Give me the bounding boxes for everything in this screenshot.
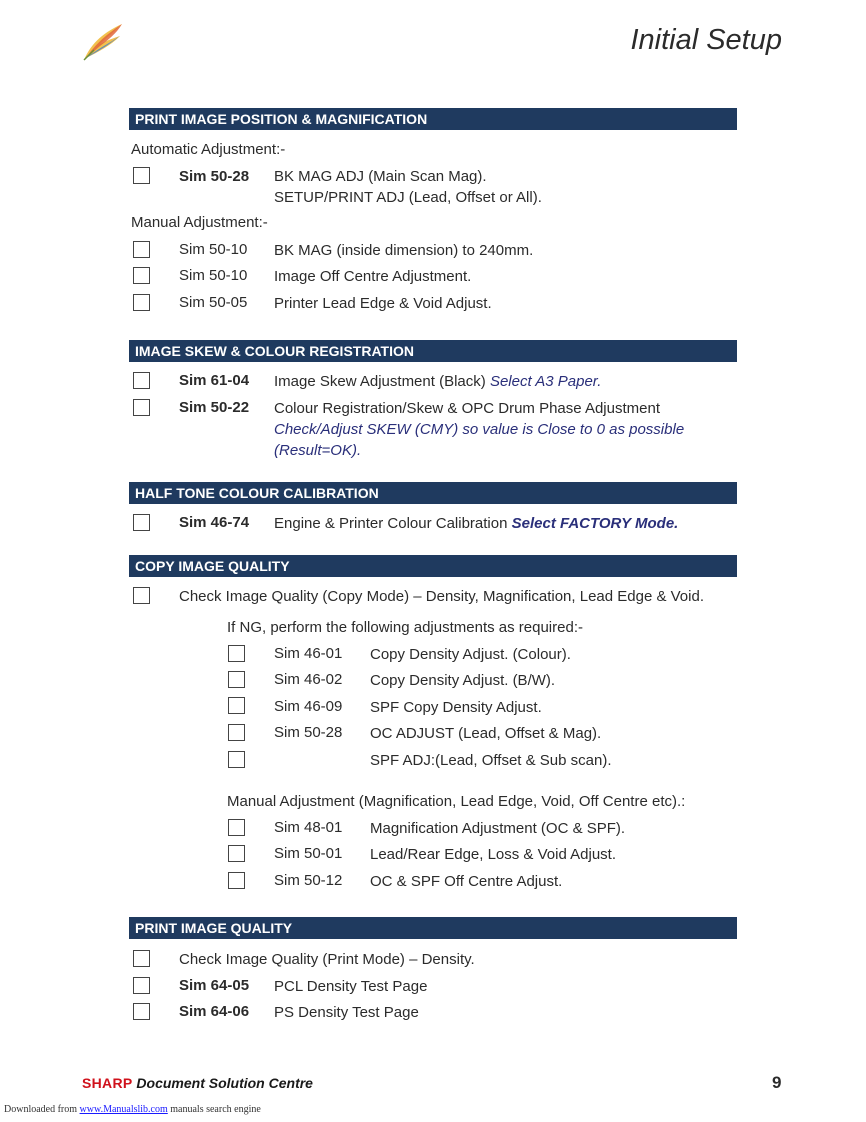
sim-note: Check/Adjust SKEW (CMY) so value is Close to 0 as possible [274, 421, 685, 438]
page-number: 9 [772, 1073, 782, 1092]
sim-description: Printer Lead Edge & Void Adjust. [274, 295, 492, 312]
sim-description: Colour Registration/Skew & OPC Drum Phase Adjustment [274, 400, 660, 417]
sim-description: OC ADJUST (Lead, Offset & Mag). [370, 725, 602, 742]
download-notice: Downloaded from www.Manualslib.com manuals search engine [4, 1104, 261, 1115]
checkbox-spf-adj[interactable] [228, 751, 245, 768]
sim-description: PS Density Test Page [274, 1004, 419, 1021]
feather-logo-icon [80, 22, 126, 62]
manualslib-link[interactable]: www.Manualslib.com [79, 1104, 168, 1115]
checkbox-sim-46-09[interactable] [228, 697, 245, 714]
checkbox-print-quality[interactable] [133, 950, 150, 967]
sim-description: PCL Density Test Page [274, 978, 428, 995]
sim-description: Image Skew Adjustment (Black) Select A3 Paper. [274, 373, 602, 390]
sim-code: Sim 50-28 [274, 724, 343, 741]
sim-description: BK MAG ADJ (Main Scan Mag). [274, 168, 487, 185]
sim-code: Sim 46-09 [274, 698, 343, 715]
sim-code: Sim 50-05 [179, 294, 248, 311]
sim-code: Sim 64-05 [179, 977, 250, 994]
checkbox-sim-64-05[interactable] [133, 977, 150, 994]
sharp-logo: SHARP [82, 1075, 133, 1091]
sim-code: Sim 50-28 [179, 168, 250, 185]
sim-description: SPF ADJ:(Lead, Offset & Sub scan). [370, 752, 612, 769]
sim-description: Engine & Printer Colour Calibration Select FACTORY Mode. [274, 515, 679, 532]
checkbox-sim-61-04[interactable] [133, 372, 150, 389]
section-header-half-tone: HALF TONE COLOUR CALIBRATION [129, 482, 737, 504]
manual-adjustment-label: Manual Adjustment (Magnification, Lead Edge, Void, Off Centre etc).: [227, 793, 686, 810]
sim-note: Select A3 Paper. [489, 373, 602, 390]
sim-description: Magnification Adjustment (OC & SPF). [370, 820, 626, 837]
sim-code: Sim 61-04 [179, 372, 250, 389]
sim-description: Copy Density Adjust. (B/W). [370, 672, 556, 689]
sim-code: Sim 50-10 [179, 241, 248, 258]
checkbox-sim-50-28-oc[interactable] [228, 724, 245, 741]
check-description: Check Image Quality (Copy Mode) – Density, Magnification, Lead Edge & Void. [179, 588, 704, 605]
footer-division: Document Solution Centre [136, 1075, 313, 1091]
checkbox-sim-50-12[interactable] [228, 872, 245, 889]
sim-description: Image Off Centre Adjustment. [274, 268, 472, 285]
sim-description: SPF Copy Density Adjust. [370, 699, 542, 716]
manual-adjustment-label: Manual Adjustment:- [131, 214, 268, 231]
section-header-print-image-position: PRINT IMAGE POSITION & MAGNIFICATION [129, 108, 737, 130]
checkbox-sim-48-01[interactable] [228, 819, 245, 836]
checkbox-sim-46-02[interactable] [228, 671, 245, 688]
sim-code: Sim 64-06 [179, 1003, 250, 1020]
page-title: Initial Setup [630, 24, 782, 56]
checkbox-sim-50-01[interactable] [228, 845, 245, 862]
sim-code: Sim 50-10 [179, 267, 248, 284]
checkbox-sim-50-05[interactable] [133, 294, 150, 311]
sim-note: (Result=OK). [274, 442, 362, 459]
sim-description: Copy Density Adjust. (Colour). [370, 646, 571, 663]
checkbox-sim-50-22[interactable] [133, 399, 150, 416]
ng-instruction-label: If NG, perform the following adjustments as required:- [227, 619, 583, 636]
sim-description: BK MAG (inside dimension) to 240mm. [274, 242, 534, 259]
checkbox-sim-50-28[interactable] [133, 167, 150, 184]
checkbox-copy-quality[interactable] [133, 587, 150, 604]
section-header-print-image-quality: PRINT IMAGE QUALITY [129, 917, 737, 939]
footer-brand [82, 1075, 313, 1091]
sim-code: Sim 46-74 [179, 514, 250, 531]
check-description: Check Image Quality (Print Mode) – Density. [179, 951, 475, 968]
sim-code: Sim 46-02 [274, 671, 343, 688]
sim-code: Sim 50-01 [274, 845, 343, 862]
sim-description: OC & SPF Off Centre Adjust. [370, 873, 563, 890]
checkbox-sim-64-06[interactable] [133, 1003, 150, 1020]
checkbox-sim-50-10-offcentre[interactable] [133, 267, 150, 284]
sim-code: Sim 48-01 [274, 819, 343, 836]
section-header-copy-image-quality: COPY IMAGE QUALITY [129, 555, 737, 577]
checkbox-sim-46-01[interactable] [228, 645, 245, 662]
sim-note: Select FACTORY Mode. [511, 515, 679, 532]
sim-description: SETUP/PRINT ADJ (Lead, Offset or All). [274, 189, 542, 206]
checkbox-sim-46-74[interactable] [133, 514, 150, 531]
sim-code: Sim 46-01 [274, 645, 343, 662]
section-header-image-skew: IMAGE SKEW & COLOUR REGISTRATION [129, 340, 737, 362]
sim-code: Sim 50-22 [179, 399, 250, 416]
sim-code: Sim 50-12 [274, 872, 343, 889]
automatic-adjustment-label: Automatic Adjustment:- [131, 141, 286, 158]
checkbox-sim-50-10-mag[interactable] [133, 241, 150, 258]
sim-description: Lead/Rear Edge, Loss & Void Adjust. [370, 846, 616, 863]
